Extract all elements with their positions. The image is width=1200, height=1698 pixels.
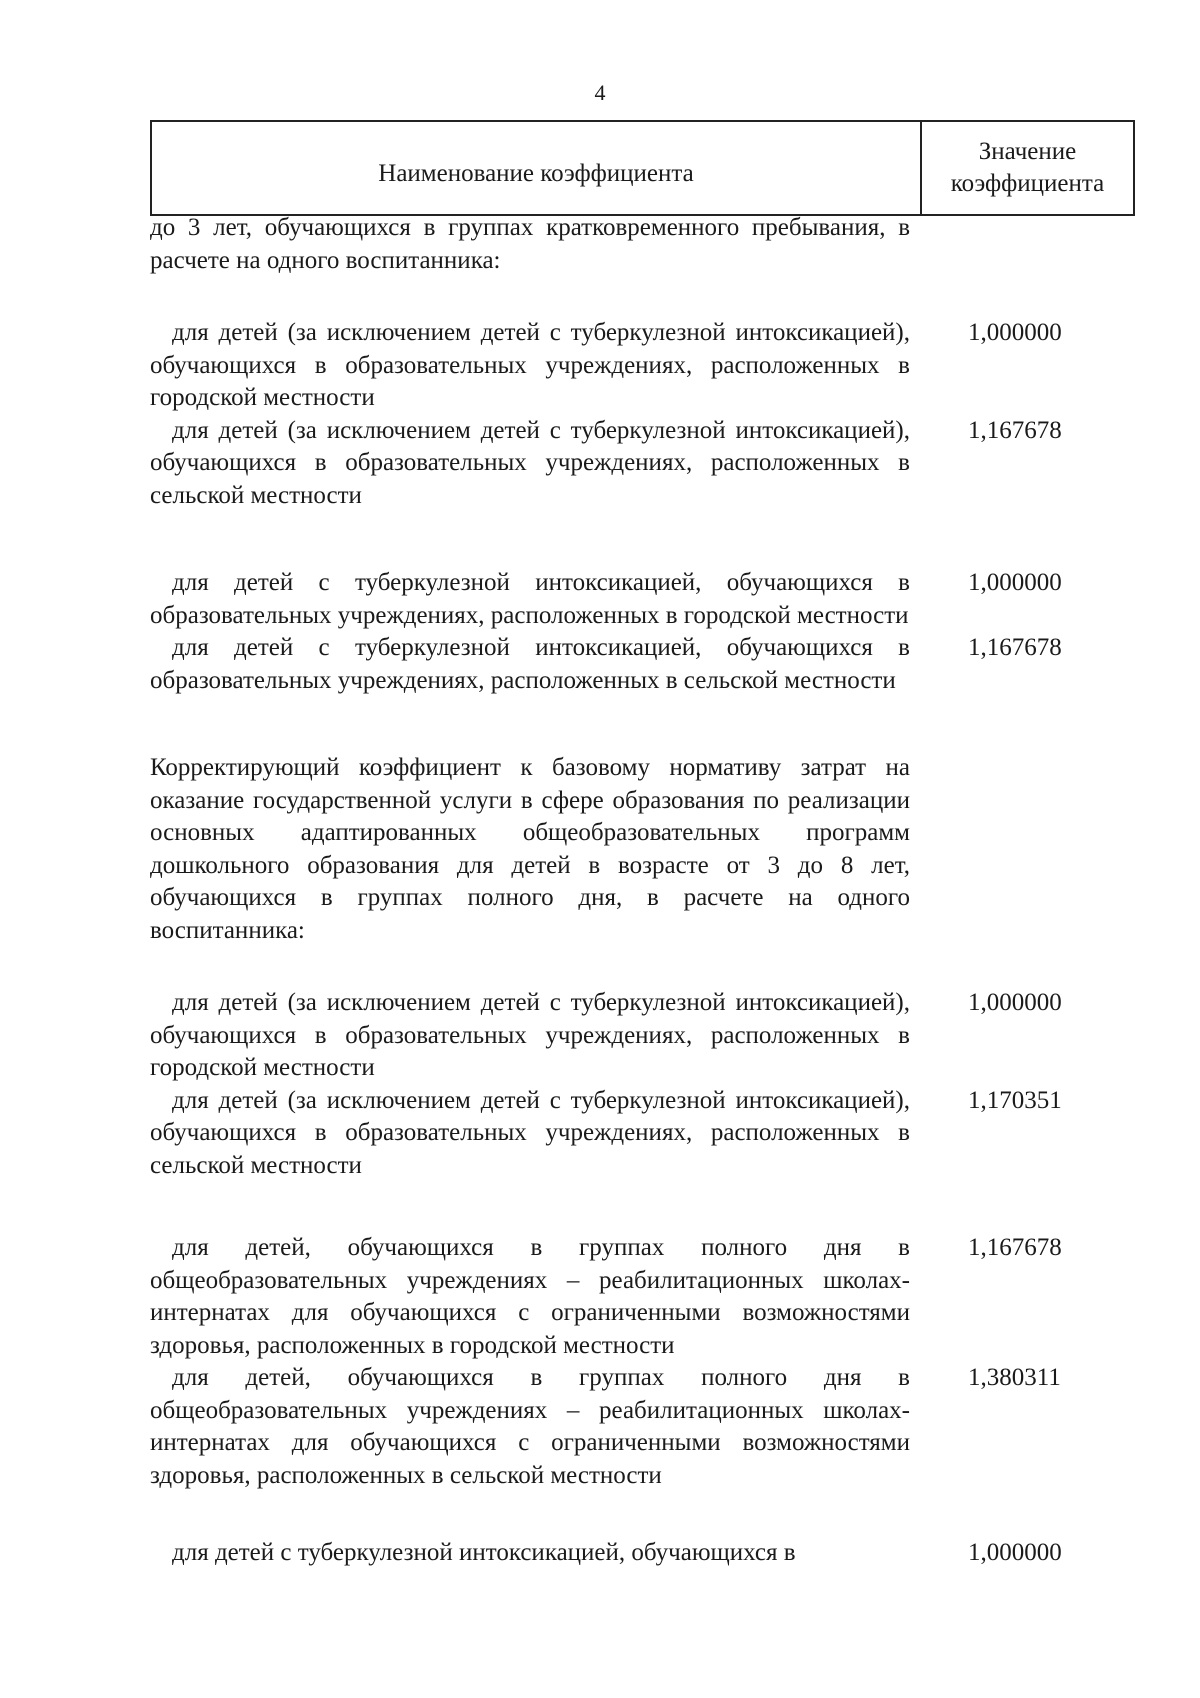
row-value: 1,167678 bbox=[968, 634, 1062, 661]
row-text: для детей, обучающихся в группах полного дня в общеобразовательных учреждениях – реабилитационных школах-интернатах для обучающихся с ограниченными возможностями здоровья, расположенных в сельской местности bbox=[150, 1364, 910, 1489]
table-row bbox=[150, 567, 1135, 632]
coefficient-table-body bbox=[150, 212, 1135, 1570]
column-header-value-line1: Значение bbox=[978, 138, 1077, 165]
row-text: до 3 лет, обучающихся в группах кратковременного пребывания, в расчете на одного воспитанника: bbox=[150, 214, 910, 274]
table-row bbox=[150, 1085, 1135, 1183]
column-header-value bbox=[922, 122, 1133, 214]
row-value: 1,167678 bbox=[968, 416, 1062, 444]
row-text: для детей с туберкулезной интоксикацией, обучающихся в bbox=[172, 1539, 796, 1566]
table-row bbox=[150, 1362, 1135, 1492]
row-value: 1,000000 bbox=[968, 569, 1062, 596]
row-value: 1,170351 bbox=[968, 1086, 1062, 1114]
row-text: для детей (за исключением детей с туберкулезной интоксикацией), обучающихся в образовательных учреждениях, расположенных в городской местности bbox=[150, 989, 910, 1081]
table-row bbox=[150, 1232, 1135, 1362]
table-row bbox=[150, 632, 1135, 697]
row-value: 1,000000 bbox=[968, 989, 1062, 1016]
column-header-value-line2: коэффициента bbox=[950, 170, 1105, 197]
table-row bbox=[150, 212, 1135, 277]
row-text: Корректирующий коэффициент к базовому нормативу затрат на оказание государственной услуги в сфере образования по реализации основных адаптированных общеобразовательных программ дошкольного образования для детей в возрасте от 3 до 8 лет, обучающихся в группах полного дня, в расчете на одного воспитанника: bbox=[150, 754, 910, 944]
row-text: для детей с туберкулезной интоксикацией, обучающихся в образовательных учреждениях, расположенных в городской местности bbox=[150, 569, 910, 629]
row-value: 1,000000 bbox=[968, 319, 1062, 346]
row-text: для детей (за исключением детей с туберкулезной интоксикацией), обучающихся в образовательных учреждениях, расположенных в городской местности bbox=[150, 319, 910, 411]
row-text: для детей с туберкулезной интоксикацией, обучающихся в образовательных учреждениях, расположенных в сельской местности bbox=[150, 634, 910, 694]
table-row bbox=[150, 415, 1135, 513]
row-value: 1,380311 bbox=[968, 1364, 1061, 1391]
row-value: 1,000000 bbox=[968, 1539, 1062, 1566]
page-number: 4 bbox=[594, 80, 606, 105]
table-row bbox=[150, 317, 1135, 415]
table-row bbox=[150, 752, 1135, 947]
table-header bbox=[150, 120, 1135, 216]
table-row bbox=[150, 1537, 1135, 1570]
row-text: для детей (за исключением детей с туберкулезной интоксикацией), обучающихся в образовательных учреждениях, расположенных в сельской местности bbox=[150, 416, 910, 509]
row-value: 1,167678 bbox=[968, 1234, 1062, 1261]
table-row bbox=[150, 987, 1135, 1085]
row-text: для детей, обучающихся в группах полного дня в общеобразовательных учреждениях – реабилитационных школах-интернатах для обучающихся с ограниченными возможностями здоровья, расположенных в городской местности bbox=[150, 1234, 910, 1359]
row-text: для детей (за исключением детей с туберкулезной интоксикацией), обучающихся в образовательных учреждениях, расположенных в сельской местности bbox=[150, 1086, 910, 1179]
column-header-name: Наименование коэффициента bbox=[152, 122, 922, 214]
